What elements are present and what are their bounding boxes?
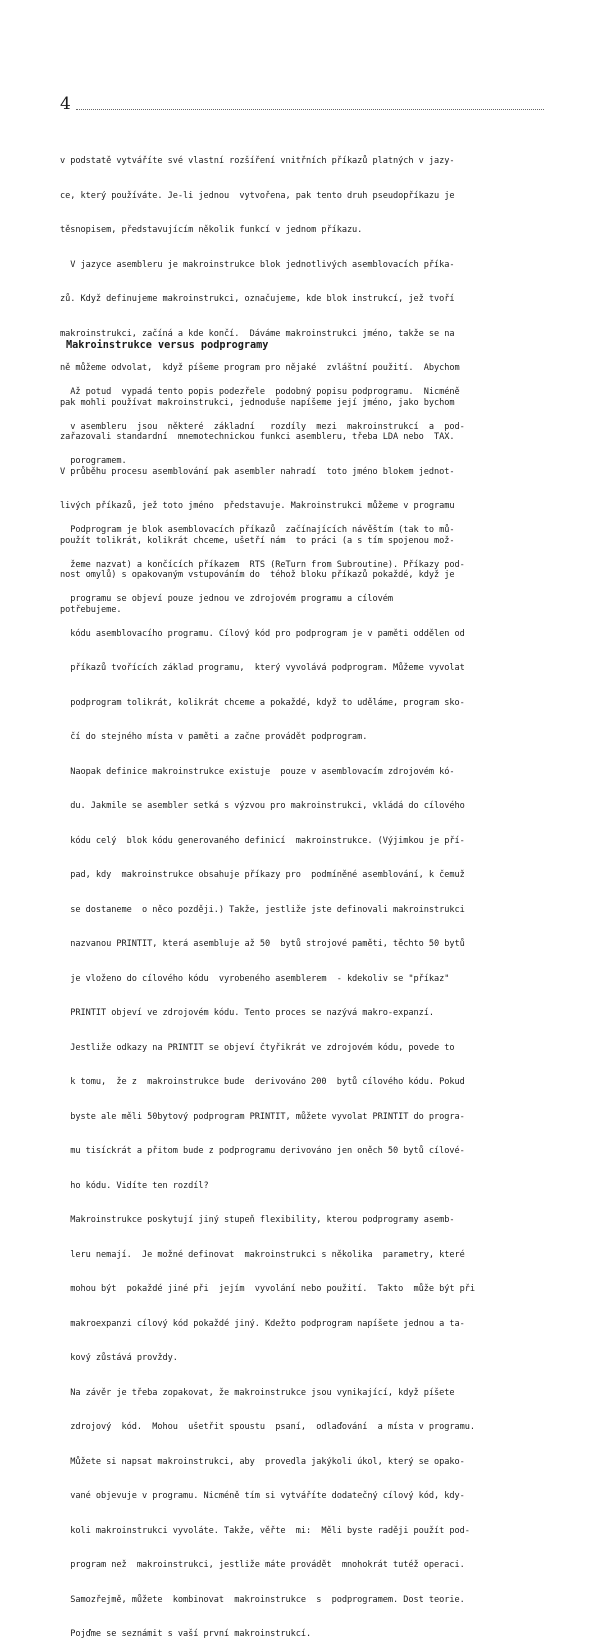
text-line: Naopak definice makroinstrukce existuje pouze v asemblovacím zdrojovém kó- (60, 766, 455, 777)
text-line: příkazů tvořících základ programu, který vyvolává podprogram. Můžeme vyvolat (60, 663, 465, 673)
text-line: zařazovali standardní mnemotechnickou funkci asembleru, třeba LDA nebo TAX. (60, 432, 455, 442)
text-line: ce, který používáte. Je-li jednou vytvořena, pak tento druh pseudopříkazu je (60, 190, 455, 201)
text-line: zů. Když definujeme makroinstrukci, označujeme, kde blok instrukcí, jež tvoří (60, 294, 455, 304)
text-line: makroexpanzi cílový kód pokaždé jiný. Kdežto podprogram napíšete jednou a ta- (60, 1318, 465, 1329)
text-line: těsnopisem, představujícím několik funkcí v jednom příkazu. (60, 225, 363, 235)
text-line: programu se objeví pouze jednou ve zdrojovém programu a cílovém (60, 594, 394, 604)
text-line: PRINTIT objeví ve zdrojovém kódu. Tento proces se nazývá makro-expanzí. (60, 1008, 435, 1018)
text-line: leru nemají. Je možné definovat makroinstrukci s několika parametry, které (60, 1249, 465, 1260)
text-line: pak mohli používat makroinstrukci, jednoduše napíšeme její jméno, jako bychom (60, 397, 455, 408)
header-rule (76, 109, 544, 110)
text-line: ně můžeme odvolat, když píšeme program pro nějaké zvláštní použití. Abychom (60, 363, 460, 373)
text-line: nazvanou PRINTIT, která asembluje až 50 bytů strojové paměti, těchto 50 bytů (60, 939, 465, 949)
text-line: v podstatě vytváříte své vlastní rozšíření vnitřních příkazů platných v jazy- (60, 156, 455, 166)
text-line: porogramem. (60, 456, 127, 466)
text-line: V průběhu procesu asemblování pak asembler nahradí toto jméno blokem jednot- (60, 466, 455, 477)
text-line (60, 491, 550, 503)
text-line: je vloženo do cílového kódu vyrobeného asemblerem - kdekoliv se "příkaz" (60, 973, 450, 984)
text-line: kódu celý blok kódu generovaného definicí makroinstrukce. (Výjimkou je pří- (60, 835, 465, 846)
text-line: Makroinstrukce poskytují jiný stupeň flexibility, kterou podprogramy asemb- (60, 1215, 455, 1225)
section-heading: Makroinstrukce versus podprogramy (66, 340, 269, 351)
text-line: podprogram tolikrát, kolikrát chceme a pokaždé, když to uděláme, program sko- (60, 697, 465, 708)
text-line: Jestliže odkazy na PRINTIT se objeví čtyřikrát ve zdrojovém kódu, povede to (60, 1042, 455, 1053)
text-line: Samozřejmě, můžete kombinovat makroinstrukce s podprogramem. Dost teorie. (60, 1594, 465, 1605)
text-line: Až potud vypadá tento popis podezřele podobný popisu podprogramu. Nicméně (60, 387, 460, 397)
text-line: ho kódu. Vidíte ten rozdíl? (60, 1180, 209, 1191)
text-line: livých příkazů, jež toto jméno představuje. Makroinstrukci můžeme v programu (60, 501, 455, 511)
text-line: v asembleru jsou některé základní rozdíly mezi makroinstrukcí a pod- (60, 421, 465, 432)
text-line: nost omylů) s opakovaným vstupováním do téhož bloku příkazů pokaždé, když je (60, 570, 455, 580)
text-line: Podprogram je blok asemblovacích příkazů začínajících návěštím (tak to mů- (60, 525, 455, 535)
text-line: kódu asemblovacího programu. Cílový kód pro podprogram je v paměti oddělen od (60, 628, 465, 639)
text-line: žeme nazvat) a končících příkazem RTS (ReTurn from Subroutine). Příkazy pod- (60, 559, 465, 570)
text-line: potřebujeme. (60, 604, 122, 615)
text-line: použít tolikrát, kolikrát chceme, ušetří nám to práci (a s tím spojenou mož- (60, 535, 455, 546)
text-line: pad, kdy makroinstrukce obsahuje příkazy pro podmíněné asemblování, k čemuž (60, 870, 465, 880)
text-line: mohou být pokaždé jiné při jejím vyvolání nebo použití. Takto může být při (60, 1284, 476, 1294)
text-line: kový zůstává provždy. (60, 1353, 178, 1363)
text-line: k tomu, že z makroinstrukce bude derivováno 200 bytů cílového kódu. Pokud (60, 1077, 465, 1087)
body-paragraphs (60, 364, 550, 1652)
text-line: byste ale měli 50bytový podprogram PRINTIT, můžete vyvolat PRINTIT do progra- (60, 1111, 465, 1122)
text-line: Na závěr je třeba zopakovat, že makroinstrukce jsou vynikající, když píšete (60, 1387, 455, 1398)
text-line: vané objevuje v programu. Nicméně tím si vytváříte dodatečný cílový kód, kdy- (60, 1491, 465, 1501)
text-line: makroinstrukci, začíná a kde končí. Dáváme makroinstrukci jméno, takže se na (60, 328, 455, 339)
text-line: zdrojový kód. Mohou ušetřit spoustu psaní, odlaďování a místa v programu. (60, 1422, 476, 1432)
text-line: program než makroinstrukci, jestliže máte provádět mnohokrát tutéž operaci. (60, 1560, 465, 1570)
page-number: 4 (60, 94, 71, 114)
text-line: mu tisíckrát a přitom bude z podprogramu derivováno jen oněch 50 bytů cílové- (60, 1146, 465, 1156)
text-line: du. Jakmile se asembler setká s výzvou pro makroinstrukci, vkládá do cílového (60, 801, 465, 811)
text-line: Pojďme se seznámit s vaší první makroinstrukcí. (60, 1629, 312, 1639)
text-line: čí do stejného místa v paměti a začne provádět podprogram. (60, 732, 368, 742)
text-line: koli makroinstrukci vyvoláte. Takže, věřte mi: Měli byste raději použít pod- (60, 1525, 470, 1536)
text-line: se dostaneme o něco později.) Takže, jestliže jste definovali makroinstrukci (60, 904, 465, 915)
text-line: V jazyce asembleru je makroinstrukce blok jednotlivých asemblovacích příka- (60, 259, 455, 270)
text-line: Můžete si napsat makroinstrukci, aby provedla jakýkoli úkol, který se opako- (60, 1456, 465, 1467)
